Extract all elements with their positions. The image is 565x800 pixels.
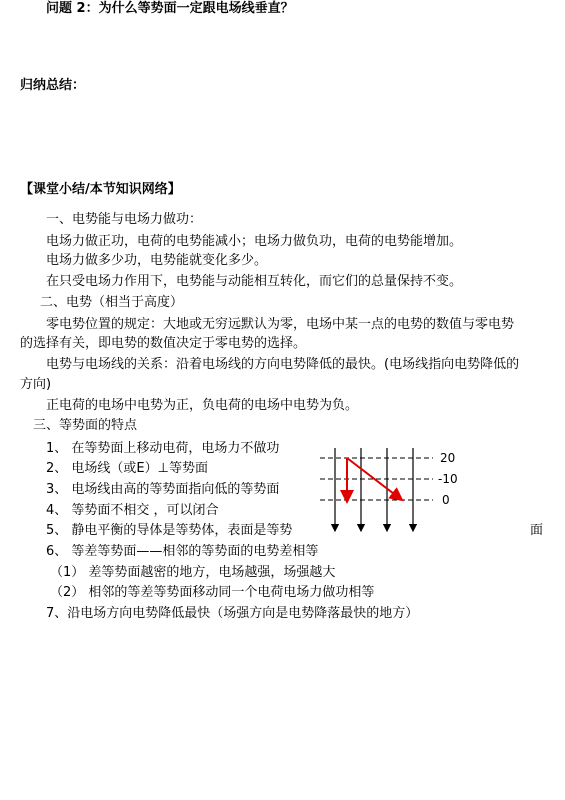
relation-line-2: 方向) — [20, 377, 52, 392]
zero-potential-line-1: 零电势位置的规定：大地或无穷远默认为零，电场中某一点的电势的数值与零电势 — [46, 317, 515, 332]
part1-line-3: 在只受电场力作用下，电势能与动能相互转化，而它们的总量保持不变。 — [46, 274, 463, 289]
section-title: 【课堂小结/本节知识网络】 — [20, 182, 181, 197]
item-5-tail: 面 — [530, 523, 544, 538]
item-2: 2、 电场线（或E）⊥等势面 — [46, 461, 208, 476]
sub-item-2: （2） 相邻的等差等势面移动同一个电荷电场力做功相等 — [50, 585, 375, 600]
part1-heading: 一、电势能与电场力做功： — [46, 212, 203, 227]
relation-line-1: 电势与电场线的关系：沿着电场线的方向电势降低的最快。(电场线指向电势降低的 — [46, 357, 520, 372]
item-3: 3、 电场线由高的等势面指向低的等势面 — [46, 482, 280, 497]
label-20: 20 — [440, 451, 456, 465]
item-6: 6、 等差等势面——相邻的等势面的电势差相等 — [46, 544, 319, 559]
part1-line-1: 电场力做正功，电荷的电势能减小；电场力做负功，电荷的电势能增加。 — [46, 234, 463, 249]
item-4: 4、 等势面不相交 ，可以闭合 — [46, 503, 219, 518]
summary-label: 归纳总结： — [20, 78, 86, 93]
part2-heading: 二、电势（相当于高度） — [40, 295, 184, 310]
sign-line: 正电荷的电场中电势为正，负电荷的电场中电势为负。 — [46, 398, 359, 413]
zero-potential-line-2: 的选择有关，即电势的数值决定于零电势的选择。 — [20, 336, 307, 351]
question-2: 问题 2：为什么等势面一定跟电场线垂直？ — [46, 1, 294, 16]
item-5: 5、 静电平衡的导体是等势体，表面是等势 — [46, 523, 293, 538]
label-0: 0 — [442, 493, 450, 507]
part1-line-2: 电场力做多少功，电势能就变化多少。 — [46, 253, 268, 268]
item-1: 1、 在等势面上移动电荷，电场力不做功 — [46, 441, 280, 456]
label-minus10: -10 — [438, 472, 458, 486]
part3-heading: 三、等势面的特点 — [33, 418, 138, 433]
sub-item-1: （1） 差等势面越密的地方，电场越强，场强越大 — [50, 565, 336, 580]
equipotential-figure — [318, 446, 478, 536]
item-7: 7、沿电场方向电势降低最快（场强方向是电势降落最快的地方） — [46, 606, 419, 621]
